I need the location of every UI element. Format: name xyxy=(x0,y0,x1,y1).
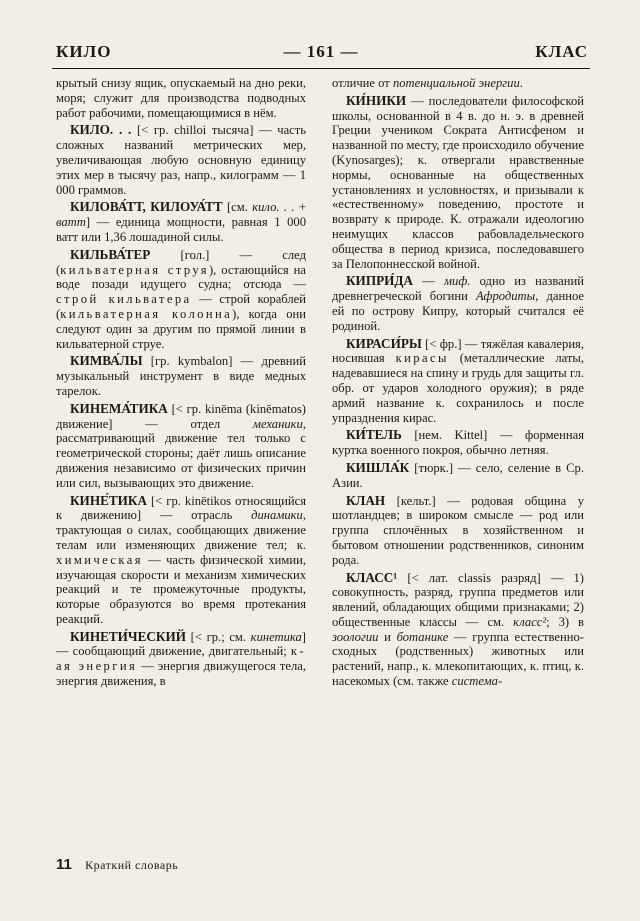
headword: КИНЕТИ́ЧЕСКИЙ xyxy=(70,628,187,644)
cross-reference: класс² xyxy=(513,614,547,629)
definition: [< гр. chilloi тысяча] — часть сложных названий метрических мер, увеличивающая любую основную единицу этих мер в тысячу раз, напр., килограмм — 1 000 граммов. xyxy=(56,123,306,197)
headword: КИРАСИ́РЫ xyxy=(346,335,422,351)
spaced-term: к-ая энергия xyxy=(56,644,306,674)
headword: КЛАСС¹ xyxy=(346,569,398,585)
spaced-term: строй кильватера xyxy=(56,292,192,307)
running-head-first-word: КИЛО xyxy=(56,42,112,61)
entry-kinetika: КИНЕ́ТИКА [< гр. kinētikos относящийся к движению] — отрасль динамики, трактующая о силах, сообщающих движение телам или изменяющих движение тел; к. химическая — часть физической химии, изучающая скорости и механизм химических реакций и те промежуточные продукты, которые образуются во время протекания реакций. xyxy=(56,492,306,626)
headword: КИЛОВА́ТТ, КИЛОУА́ТТ xyxy=(70,199,223,215)
cross-reference: Афродиты xyxy=(476,289,536,304)
headword: КЛАН xyxy=(346,492,386,508)
entry-continuation: крытый снизу ящик, опускаемый на дно реки, моря; служит для производства подводных работ рабочими, помещающимися в нём. xyxy=(56,76,306,120)
cross-reference: динамики xyxy=(251,508,303,523)
entry-kilovatt: КИЛОВА́ТТ, КИЛОУА́ТТ [см. кило. . . + ватт] — единица мощности, равная 1 000 ватт или 1,36 лошадиной силы. xyxy=(56,199,307,244)
headword: КИШЛА́К xyxy=(346,459,410,475)
entry-kiprida: КИПРИ́ДА — миф. одно из названий древнегреческой богини Афродиты, данное ей по острову Кипру, который считался её родиной. xyxy=(332,273,584,333)
label-abbreviation: миф. xyxy=(443,274,471,289)
cross-reference: кило. . . xyxy=(252,200,295,215)
signature-text: Краткий словарь xyxy=(85,858,179,872)
spaced-term: кильватерная колонна xyxy=(60,306,233,321)
entry-klass: КЛАСС¹ [< лат. classis разряд] — 1) совокупность, разряд, группа предметов или явлений, обладающих общими признаками; 2) общественные классы — см. класс²; 3) в зоологии и ботанике — группа естественно-сходных (родственных) животных или растений, напр., к. млекопитающих, к. птиц, к. насекомых (см. также система- xyxy=(332,569,585,689)
entry-kishlak: КИШЛА́К [тюрк.] — село, селение в Ср. Азии. xyxy=(332,459,584,490)
running-head-last-word: КЛАС xyxy=(535,42,588,61)
headword: КИНЕМА́ТИКА xyxy=(70,400,168,416)
cross-reference: зоологии xyxy=(332,629,379,644)
cross-reference: система xyxy=(451,674,498,689)
entry-klan: КЛАН [кельт.] — родовая община у шотландцев; в широком смысле — род или группа сплочённых в хозяйственном и бытовом отношении родственников, синоним рода. xyxy=(332,492,584,567)
entry-kiniki: КИ́НИКИ — последователи философской школы, основанной в 4 в. до н. э. в древней Греции учеником Сократа Антисфеном и названной по месту, где происходило обучение (Kynosarges); к. отвергали нравственные нормы, основанные на общественных установлениях и условностях, и призывали к «естественному» поведению, простоте и возврату к природе. К. отражали идеологию неимущих классов рабовладельческого общества в период кризиса, последовавшего за Пелопоннесской войной. xyxy=(332,92,584,271)
headword: КИНЕ́ТИКА xyxy=(70,492,148,508)
spaced-term: кильватерная струя xyxy=(60,262,209,277)
entry-kirasiry: КИРАСИ́РЫ [< фр.] — тяжёлая кавалерия, носившая кирасы (металлические латы, надевавшиеся на спину и грудь для защиты гл. обр. от ударов холодного оружия); в ряде армий название к. сохранилось и после упразднения кирас. xyxy=(332,335,585,425)
page-number: — 161 — xyxy=(283,42,359,61)
spaced-term: кирасы xyxy=(395,351,449,366)
entry-continuation: отличие от потенциальной энергии. xyxy=(332,76,523,90)
entry-kimvaly: КИМВА́ЛЫ [гр. kymbalon] — древний музыкальный инструмент в виде медных тарелок. xyxy=(56,353,306,398)
headword: КИЛЬВА́ТЕР xyxy=(70,246,151,262)
signature-footer xyxy=(56,856,356,876)
left-column xyxy=(56,76,306,692)
entry-kitel: КИ́ТЕЛЬ [нем. Kittel] — форменная куртка военного покроя, обычно летняя. xyxy=(332,427,584,458)
cross-reference: потенциальной энергии xyxy=(392,76,520,90)
cross-reference: ватт xyxy=(56,215,86,230)
running-head xyxy=(52,38,590,69)
cross-reference: кинетика xyxy=(250,629,302,644)
headword: КИЛО. . . xyxy=(70,122,132,138)
spaced-term: химическая xyxy=(56,552,143,567)
signature-number: 11 xyxy=(56,856,72,873)
entry-kilo xyxy=(56,123,306,197)
entry-kinematika: КИНЕМА́ТИКА [< гр. kinēma (kinēmatos) движение] — отдел механики, рассматривающий движение тел только с геометрической стороны; даёт лишь описание движения независимо от физических причин или сил, вызывающих это движение. xyxy=(56,400,306,490)
entry-kineticheskiy: КИНЕТИ́ЧЕСКИЙ [< гр.; см. кинетика] — сообщающий движение, двигательный; к-ая энергия — энергия движущегося тела, энергия движения, в xyxy=(56,628,306,689)
headword: КИПРИ́ДА xyxy=(346,273,413,289)
headword: КИ́НИКИ xyxy=(346,92,407,108)
headword: КИ́ТЕЛЬ xyxy=(346,427,402,443)
right-column xyxy=(332,76,584,692)
headword: КИМВА́ЛЫ xyxy=(70,353,143,369)
entry-kilvater: КИЛЬВА́ТЕР [гол.] — след (кильватерная струя), остающийся на воде позади идущего судна; отсюда — строй кильватера — строй кораблей (кильватерная колонна), когда они следуют один за другим по прямой линии в кильватерной струе. xyxy=(56,246,306,351)
cross-reference: ботанике xyxy=(396,629,449,644)
cross-reference: механики xyxy=(252,416,303,431)
